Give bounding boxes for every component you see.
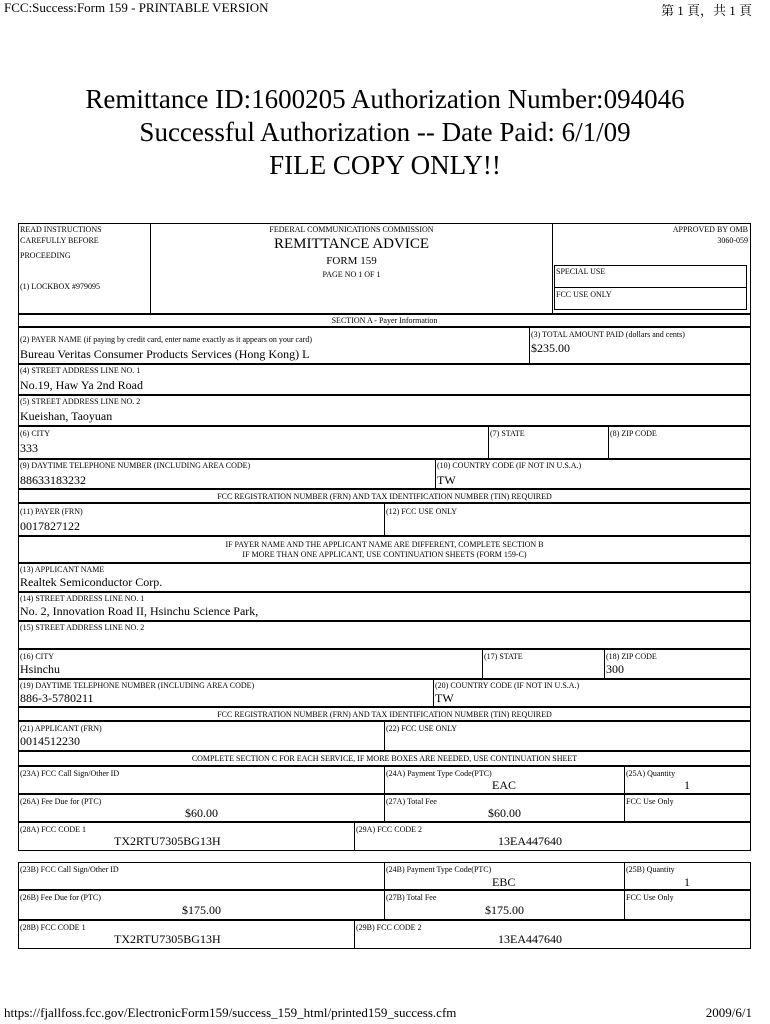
form-name: REMITTANCE ADVICE (273, 236, 430, 252)
item-a-total-value: $60.00 (488, 806, 521, 820)
total-paid-value: $235.00 (531, 341, 570, 355)
section-a-title: SECTION A - Payer Information (331, 316, 438, 325)
payer-city-value: 333 (20, 441, 38, 455)
total-paid-label: (3) TOTAL AMOUNT PAID (dollars and cents) (531, 330, 685, 339)
item-a-qty-label: (25A) Quantity (626, 769, 676, 778)
print-footer-url: https://fjallfoss.fcc.gov/ElectronicForm159/success_159_html/printed159_success.cfm (4, 1005, 457, 1020)
applicant-frn-label: (21) APPLICANT (FRN) (20, 724, 102, 733)
print-header-left: FCC:Success:Form 159 - PRINTABLE VERSION (4, 0, 269, 15)
payer-street2-label: (5) STREET ADDRESS LINE NO. 2 (20, 397, 141, 406)
instructions-line-3: PROCEEDING (20, 251, 71, 260)
item-a-total-label: (27A) Total Fee (386, 797, 437, 806)
payer-street1-value: No.19, Haw Ya 2nd Road (20, 378, 143, 392)
applicant-city-label: (16) CITY (20, 652, 54, 661)
payer-country-label: (10) COUNTRY CODE (IF NOT IN U.S.A.) (437, 461, 582, 470)
applicant-name-value: Realtek Semiconductor Corp. (20, 575, 163, 589)
item-b-code2-value: 13EA447640 (498, 932, 562, 946)
applicant-zip-label: (18) ZIP CODE (606, 652, 657, 661)
applicant-phone-value: 886-3-5780211 (20, 691, 94, 705)
item-b-total-label: (27B) Total Fee (386, 893, 437, 902)
omb-number: 3060-059 (717, 236, 748, 245)
item-b-code2-label: (29B) FCC CODE 2 (356, 923, 422, 932)
item-a-ptc-label: (24A) Payment Type Code(PTC) (386, 769, 492, 778)
payer-phone-value: 88633183232 (20, 473, 86, 487)
section-b-notice-1: IF PAYER NAME AND THE APPLICANT NAME ARE DIFFERENT, COMPLETE SECTION B (225, 540, 544, 549)
applicant-street2-label: (15) STREET ADDRESS LINE NO. 2 (20, 623, 145, 632)
applicant-zip-value: 300 (606, 662, 624, 676)
item-b-qty-value: 1 (684, 875, 690, 889)
title-line-1: Remittance ID:1600205 Authorization Number:094046 (85, 84, 685, 114)
payer-fcc-use-label: (12) FCC USE ONLY (386, 507, 457, 516)
item-b-code1-label: (28B) FCC CODE 1 (20, 923, 86, 932)
item-a-code1-label: (28A) FCC CODE 1 (20, 825, 87, 834)
fcc-use-only-label: FCC USE ONLY (556, 290, 612, 299)
special-use-label: SPECIAL USE (556, 267, 606, 276)
section-b-notice-2: IF MORE THAN ONE APPLICANT, USE CONTINUATION SHEETS (FORM 159-C) (242, 550, 527, 559)
item-a-ptc-value: EAC (492, 778, 516, 792)
agency-name: FEDERAL COMMUNICATIONS COMMISSION (269, 225, 434, 234)
payer-frn-label: (11) PAYER (FRN) (20, 507, 83, 516)
title-line-3: FILE COPY ONLY!! (269, 150, 501, 180)
payer-city-label: (6) CITY (20, 429, 50, 438)
applicant-country-value: TW (435, 691, 454, 705)
item-a-code2-label: (29A) FCC CODE 2 (356, 825, 423, 834)
page-number: PAGE NO 1 OF 1 (322, 270, 381, 279)
item-b-fcc-use-label: FCC Use Only (626, 893, 674, 902)
applicant-phone-label: (19) DAYTIME TELEPHONE NUMBER (INCLUDING AREA CODE) (20, 681, 255, 690)
lockbox: (1) LOCKBOX #979095 (20, 282, 100, 291)
item-b-callsign-label: (23B) FCC Call Sign/Other ID (20, 865, 119, 874)
item-b-qty-label: (25B) Quantity (626, 865, 675, 874)
payer-name-label: (2) PAYER NAME (if paying by credit card, enter name exactly as it appears on your card) (20, 335, 312, 344)
payer-name-value: Bureau Veritas Consumer Products Services (Hong Kong) L (20, 347, 310, 361)
payer-zip-label: (8) ZIP CODE (610, 429, 657, 438)
payer-country-value: TW (437, 473, 456, 487)
item-b-ptc-label: (24B) Payment Type Code(PTC) (386, 865, 492, 874)
form-number: FORM 159 (326, 255, 377, 267)
payer-phone-label: (9) DAYTIME TELEPHONE NUMBER (INCLUDING AREA CODE) (20, 461, 251, 470)
omb-approval: APPROVED BY OMB (672, 225, 748, 234)
payer-street2-value: Kueishan, Taoyuan (20, 409, 113, 423)
item-b-total-value: $175.00 (485, 903, 524, 917)
payer-street1-label: (4) STREET ADDRESS LINE NO. 1 (20, 366, 141, 375)
applicant-name-label: (13) APPLICANT NAME (20, 565, 105, 574)
section-c-banner: COMPLETE SECTION C FOR EACH SERVICE, IF MORE BOXES ARE NEEDED, USE CONTINUATION SHEET (191, 754, 578, 763)
applicant-country-label: (20) COUNTRY CODE (IF NOT IN U.S.A.) (435, 681, 580, 690)
item-b-code1-value: TX2RTU7305BG13H (114, 932, 221, 946)
item-a-fee-label: (26A) Fee Due for (PTC) (20, 797, 102, 806)
applicant-fcc-use-label: (22) FCC USE ONLY (386, 724, 457, 733)
item-a-fcc-use-label: FCC Use Only (626, 797, 674, 806)
applicant-street1-label: (14) STREET ADDRESS LINE NO. 1 (20, 594, 145, 603)
item-b-fee-value: $175.00 (182, 903, 221, 917)
payer-frn-banner: FCC REGISTRATION NUMBER (FRN) AND TAX IDENTIFICATION NUMBER (TIN) REQUIRED (217, 492, 552, 501)
item-a-qty-value: 1 (684, 778, 690, 792)
applicant-state-label: (17) STATE (484, 652, 523, 661)
item-b-ptc-value: EBC (492, 875, 516, 889)
instructions-line-2: CAREFULLY BEFORE (20, 236, 99, 245)
item-a-code2-value: 13EA447640 (498, 834, 562, 848)
applicant-frn-value: 0014512230 (20, 734, 80, 748)
instructions-line-1: READ INSTRUCTIONS (20, 225, 102, 234)
item-a-callsign-label: (23A) FCC Call Sign/Other ID (20, 769, 120, 778)
applicant-city-value: Hsinchu (20, 662, 60, 676)
print-footer-date: 2009/6/1 (705, 1005, 752, 1020)
applicant-frn-banner: FCC REGISTRATION NUMBER (FRN) AND TAX IDENTIFICATION NUMBER (TIN) REQUIRED (217, 710, 552, 719)
item-b-fee-label: (26B) Fee Due for (PTC) (20, 893, 101, 902)
applicant-street1-value: No. 2, Innovation Road II, Hsinchu Science Park, (20, 604, 259, 618)
item-a-fee-value: $60.00 (185, 806, 218, 820)
title-line-2: Successful Authorization -- Date Paid: 6/1/09 (139, 117, 631, 147)
payer-state-label: (7) STATE (490, 429, 525, 438)
item-a-code1-value: TX2RTU7305BG13H (114, 834, 221, 848)
print-header-right: 第 1 頁，共 1 頁 (660, 3, 752, 18)
payer-frn-value: 0017827122 (20, 519, 80, 533)
